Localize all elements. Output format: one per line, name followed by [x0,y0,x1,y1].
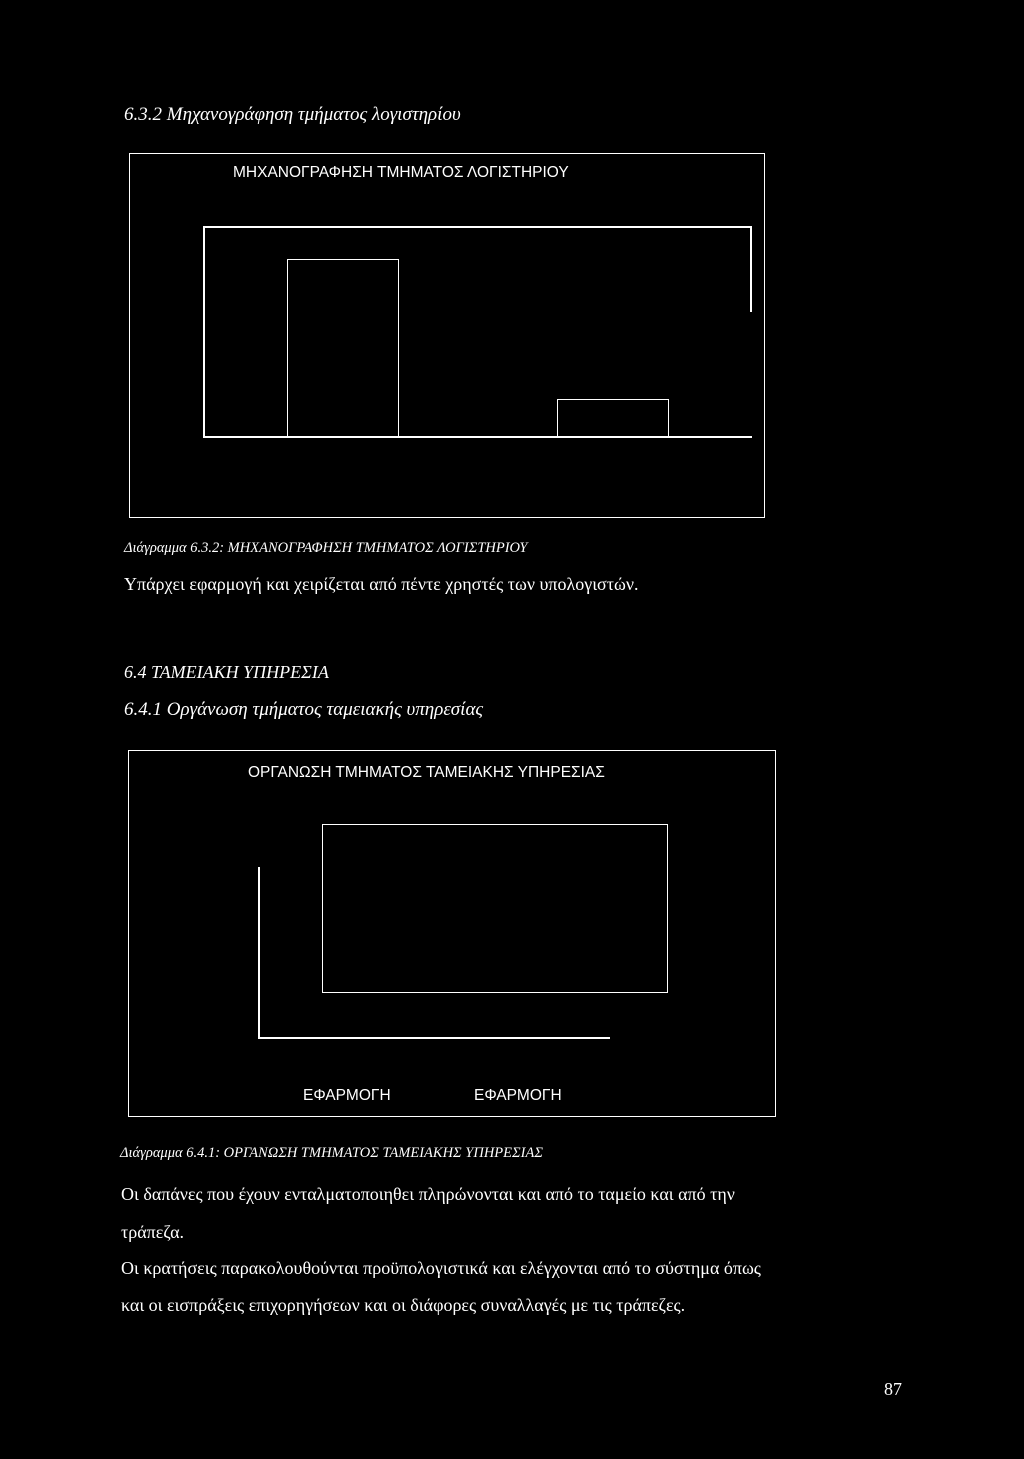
diagram-6-3-2-short-block [557,399,669,437]
diagram-6-3-2-right-line [750,226,752,312]
diagram-6-4-1-label-left: ΕΦΑΡΜΟΓΗ [303,1087,391,1104]
paragraph-3-line-2: και οι εισπράξεις επιχορηγήσεων και οι διάφορες συναλλαγές με τις τράπεζες. [121,1295,686,1315]
section-heading-6-3-2: 6.3.2 Μηχανογράφηση τμήματος λογιστηρίου [124,104,461,125]
page-number: 87 [884,1379,902,1399]
diagram-6-3-2-base-line [203,436,752,438]
diagram-6-3-2-top-line [203,226,752,228]
diagram-6-4-1-base-line [258,1037,610,1039]
diagram-6-3-2-frame [129,153,765,518]
diagram-6-4-1-left-line [258,867,260,1039]
diagram-6-4-1-label-right: ΕΦΑΡΜΟΓΗ [474,1087,562,1104]
paragraph-1: Υπάρχει εφαρμογή και χειρίζεται από πέντε χρηστές των υπολογιστών. [124,574,639,594]
diagram-6-4-1-title: ΟΡΓΑΝΩΣΗ ΤΜΗΜΑΤΟΣ ΤΑΜΕΙΑΚΗΣ ΥΠΗΡΕΣΙΑΣ [248,764,605,781]
diagram-6-4-1-caption: Διάγραμμα 6.4.1: ΟΡΓΑΝΩΣΗ ΤΜΗΜΑΤΟΣ ΤΑΜΕΙΑΚΗΣ ΥΠΗΡΕΣΙΑΣ [120,1145,543,1161]
paragraph-3-line-1: Οι κρατήσεις παρακολουθούνται προϋπολογιστικά και ελέγχονται από το σύστημα όπως [121,1258,761,1278]
diagram-6-3-2-left-line [203,226,205,437]
diagram-6-3-2-caption: Διάγραμμα 6.3.2: ΜΗΧΑΝΟΓΡΑΦΗΣΗ ΤΜΗΜΑΤΟΣ ΛΟΓΙΣΤΗΡΙΟΥ [124,540,528,556]
paragraph-2-line-2: τράπεζα. [121,1222,185,1242]
diagram-6-3-2-tall-block [287,259,399,437]
diagram-6-4-1-inner-box [322,824,668,993]
section-heading-6-4-1: 6.4.1 Οργάνωση τμήματος ταμειακής υπηρεσίας [124,699,484,720]
diagram-6-3-2-title: ΜΗΧΑΝΟΓΡΑΦΗΣΗ ΤΜΗΜΑΤΟΣ ΛΟΓΙΣΤΗΡΙΟΥ [233,164,569,181]
section-heading-6-4: 6.4 ΤΑΜΕΙΑΚΗ ΥΠΗΡΕΣΙΑ [124,662,329,682]
paragraph-2-line-1: Οι δαπάνες που έχουν ενταλματοποιηθει πληρώνονται και από το ταμείο και από την [121,1184,735,1204]
